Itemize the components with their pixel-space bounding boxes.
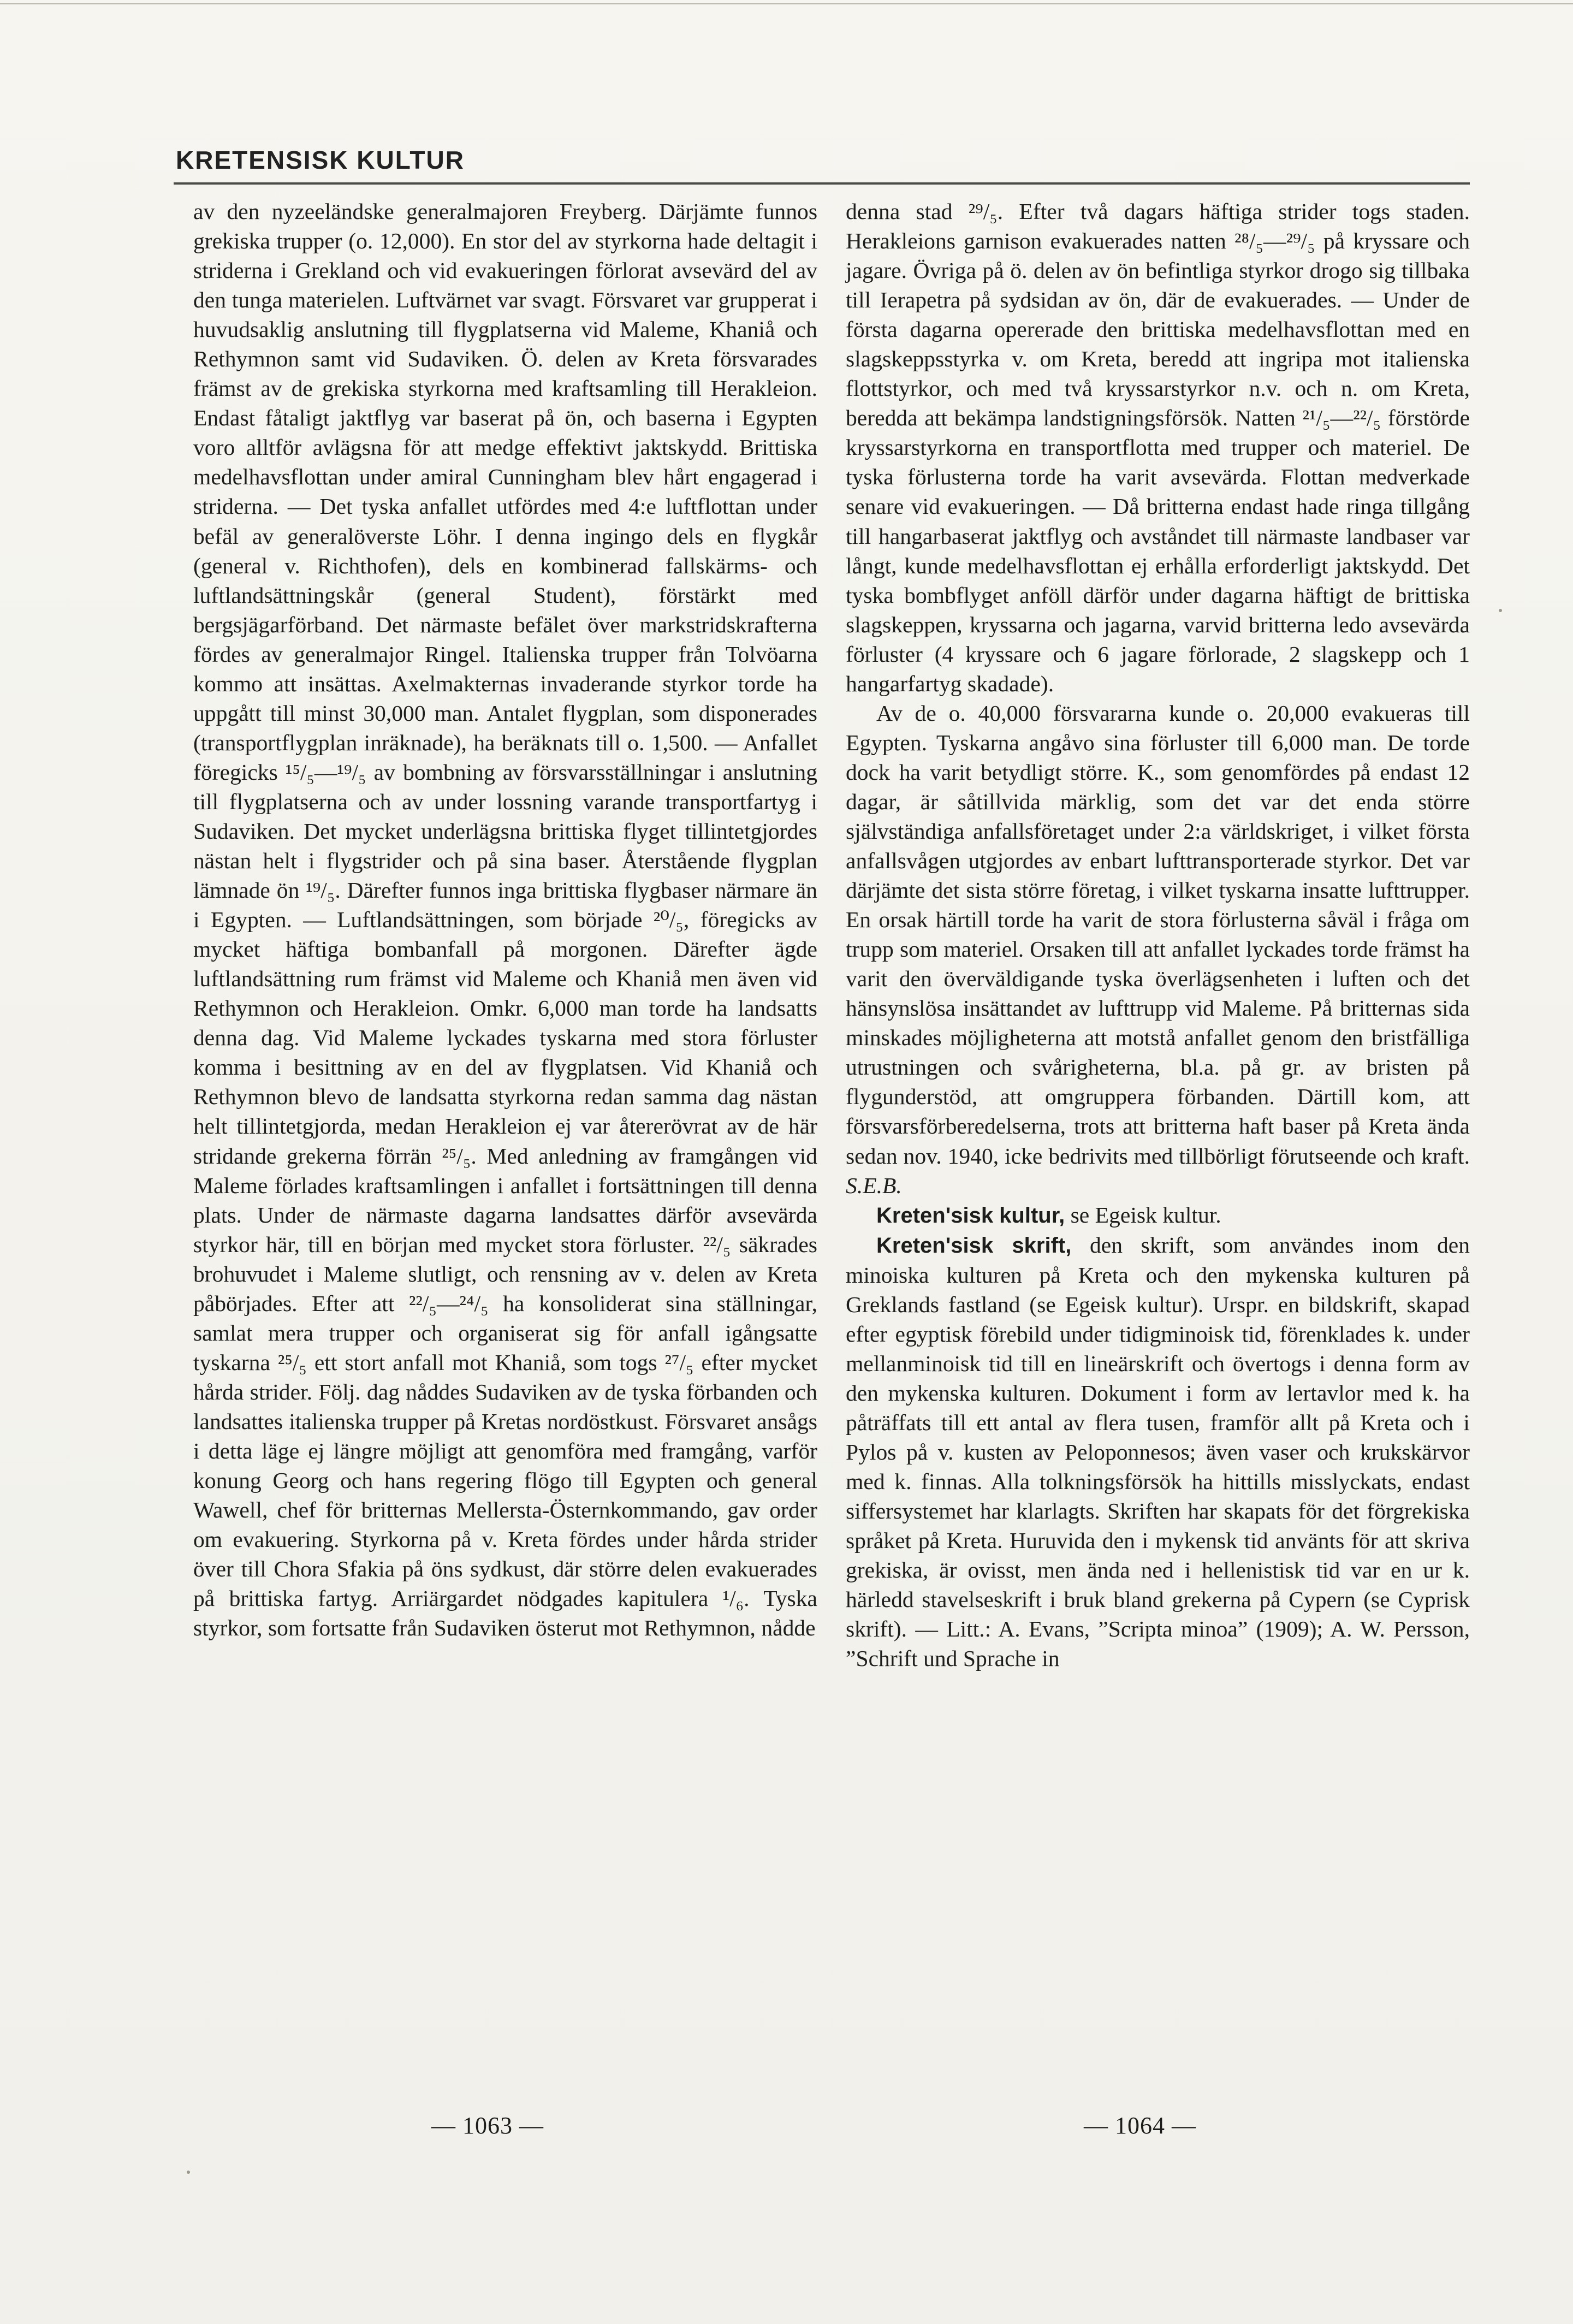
right-column <box>846 197 1470 1673</box>
left-column <box>193 197 817 1643</box>
entry-kretensisk-kultur <box>846 1200 1470 1230</box>
entry-text: den skrift, som användes inom den minoiska kulturen på Kreta och den mykenska kulturen på Greklands fastland (se Egeisk kultur). Urspr. en bildskrift, skapad efter egyptisk förebild under tidigminoisk tid, förenklades k. under mellanminoisk tid till en lineärskrift och övertogs i denna form av den mykenska kulturen. Dokument i form av lertavlor med k. ha påträffats till ett antal av flera tusen, framför allt på Kreta och i Pylos på v. kusten av Peloponnesos; även vaser och krukskärvor med k. finnas. Alla tolkningsförsök ha hittills misslyckats, endast siffersystemet har klarlagts. Skriften har skapats för det förgrekiska språket på Kreta. Huruvida den i mykensk tid använts för att skriva grekiska, är ovisst, men ända ned i hellenistisk tid var en ur k. härledd stavelseskrift i bruk bland grekerna på Cypern (se Cyprisk skrift). — Litt.: A. Evans, ”Scripta minoa” (1909); A. W. Persson, ”Schrift und Sprache in <box>846 1232 1470 1671</box>
running-head: KRETENSISK KULTUR <box>176 146 465 174</box>
entry-headword: Kreten'sisk kultur, <box>876 1203 1065 1228</box>
summary-text: Av de o. 40,000 försvararna kunde o. 20,000 evakueras till Egypten. Tyskarna angåvo sina förluster till 6,000 man. De torde dock ha varit betydligt större. K., som genomfördes på endast 12 dagar, är såtillvida märklig, som det var det enda större självständiga anfallsföretaget under 2:a världskriget, i vilket första anfallsvågen utgjordes av enbart lufttransporterade styrkor. Det var därjämte det sista större företag, i vilket tyskarna insatte lufttrupper. En orsak härtill torde ha varit de stora förlusterna såväl i fråga om trupp som materiel. Orsaken till att anfallet lyckades torde främst ha varit den överväldigande tyska överlägsenheten i luften och det hänsynslösa insättandet av lufttrupp vid Maleme. På britternas sida minskades möjligheterna att motstå anfallet genom den bristfälliga utrustningen och svårigheterna, bl.a. på gr. av bristen på flygunderstöd, att omgruppera förbanden. Därtill kom, att försvarsförberedelserna, trots att britterna haft baser på Kreta ända sedan nov. 1940, icke bedrivits med tillbörligt förutseende och kraft. <box>846 700 1470 1169</box>
author-signature: S.E.B. <box>846 1172 902 1198</box>
entry-kretensisk-skrift <box>846 1230 1470 1674</box>
right-paragraph-summary <box>846 698 1470 1200</box>
scan-top-edge <box>0 3 1573 4</box>
left-paragraph: av den nyzeeländske generalmajoren Freyberg. Därjämte funnos grekiska trupper (o. 12,000). En stor del av styrkorna hade deltagit i striderna i Grekland och vid evakueringen förlorat avsevärd del av den tunga materielen. Luftvärnet var svagt. Försvaret var grupperat i huvudsaklig anslutning till flygplatserna vid Maleme, Khaniå och Rethymnon samt vid Sudaviken. Ö. delen av Kreta försvarades främst av de grekiska styrkorna med kraftsamling till Herakleion. Endast fåtaligt jaktflyg var baserat på ön, och baserna i Egypten voro alltför avlägsna för att medge effektivt jaktskydd. Brittiska medelhavsflottan under amiral Cunningham blev hårt engagerad i striderna. — Det tyska anfallet utfördes med 4:e luftflottan under befäl av generalöverste Löhr. I denna ingingo dels en flygkår (general v. Richthofen), dels en kombinerad fallskärms- och luftlandsättningskår (general Student), förstärkt med bergsjägarförband. Det närmaste befälet över markstridskrafterna fördes av generalmajor Ringel. Italienska trupper från Tolvöarna kommo att insättas. Axelmakternas invaderande styrkor torde ha uppgått till minst 30,000 man. Antalet flygplan, som disponerades (transportflygplan inräknade), ha beräknats till o. 1,500. — Anfallet föregicks ¹⁵/₅—¹⁹/₅ av bombning av försvarsställningar i anslutning till flygplatserna och av under lossning varande transportfartyg i Sudaviken. Det mycket underlägsna brittiska flyget tillintetgjordes nästan helt i flygstrider och på sina baser. Återstående flygplan lämnade ön ¹⁹/₅. Därefter funnos inga brittiska flygbaser närmare än i Egypten. — Luftlandsättningen, som började ²⁰/₅, föregicks av mycket häftiga bombanfall på morgonen. Därefter ägde luftlandsättning rum främst vid Maleme och Khaniå men även vid Rethymnon och Herakleion. Omkr. 6,000 man torde ha landsatts denna dag. Vid Maleme lyckades tyskarna med stora förluster komma i besittning av en del av flygplatsen. Vid Khaniå och Rethymnon blevo de landsatta styrkorna redan samma dag nästan helt tillintetgjorda, medan Herakleion ej var återerövrat av de här stridande grekerna förrän ²⁵/₅. Med anledning av framgången vid Maleme förlades kraftsamlingen i anfallet i fortsättningen till denna plats. Under de närmaste dagarna landsattes därför avsevärda styrkor här, till en början med mycket stora förluster. ²²/₅ säkrades brohuvudet i Maleme slutligt, och rensning av v. delen av Kreta påbörjades. Efter att ²²/₅—²⁴/₅ ha konsoliderat sina ställningar, samlat mera trupper och organiserat sig för anfall igångsatte tyskarna ²⁵/₅ ett stort anfall mot Khaniå, som togs ²⁷/₅ efter mycket hårda strider. Följ. dag nåddes Sudaviken av de tyska förbanden och landsattes italienska trupper på Kretas nordöstkust. Försvaret ansågs i detta läge ej längre möjligt att genomföra med framgång, varför konung Georg och hans regering flögo till Egypten och general Wawell, chef för britternas Mellersta-Östernkommando, gav order om evakuering. Styrkorna på v. Kreta fördes under hårda strider över till Chora Sfakia på öns sydkust, där större delen evakuerades på brittiska fartyg. Arriärgardet nödgades kapitulera ¹/₆. Tyska styrkor, som fortsatte från Sudaviken österut mot Rethymnon, nådde <box>193 199 817 1641</box>
entry-text: se Egeisk kultur. <box>1065 1202 1221 1228</box>
header-rule <box>174 182 1470 185</box>
page-number-right: — 1064 — <box>1084 2112 1196 2139</box>
paper-speck <box>187 2171 190 2174</box>
entry-headword: Kreten'sisk skrift, <box>876 1233 1072 1258</box>
paper-speck <box>1499 609 1502 612</box>
page-number-left: — 1063 — <box>431 2112 544 2139</box>
right-paragraph-continued: denna stad ²⁹/₅. Efter två dagars häftiga strider togs staden. Herakleions garnison evakuerades natten ²⁸/₅—²⁹/₅ på kryssare och jagare. Övriga på ö. delen av ön befintliga styrkor drogo sig tillbaka till Ierapetra på sydsidan av ön, där de evakuerades. — Under de första dagarna opererade den brittiska medelhavsflottan med en slagskeppsstyrka v. om Kreta, beredd att ingripa mot italienska flottstyrkor, och med två kryssarstyrkor n.v. och n. om Kreta, beredda att bekämpa landstigningsförsök. Natten ²¹/₅—²²/₅ förstörde kryssarstyrkorna en transportflotta med trupper och materiel. De tyska förlusterna torde ha varit avsevärda. Flottan medverkade senare vid evakueringen. — Då britterna endast hade ringa tillgång till hangarbaserat jaktflyg och avståndet till närmaste landbaser var långt, kunde medelhavsflottan ej erhålla erforderligt jaktskydd. Det tyska bombflyget anföll därför under dagarna häftigt de brittiska slagskeppen, kryssarna och jagarna, varvid britterna ledo avsevärda förluster (4 kryssare och 6 jagare förlorade, 2 slagskepp och 1 hangarfartyg skadade). <box>846 199 1470 696</box>
